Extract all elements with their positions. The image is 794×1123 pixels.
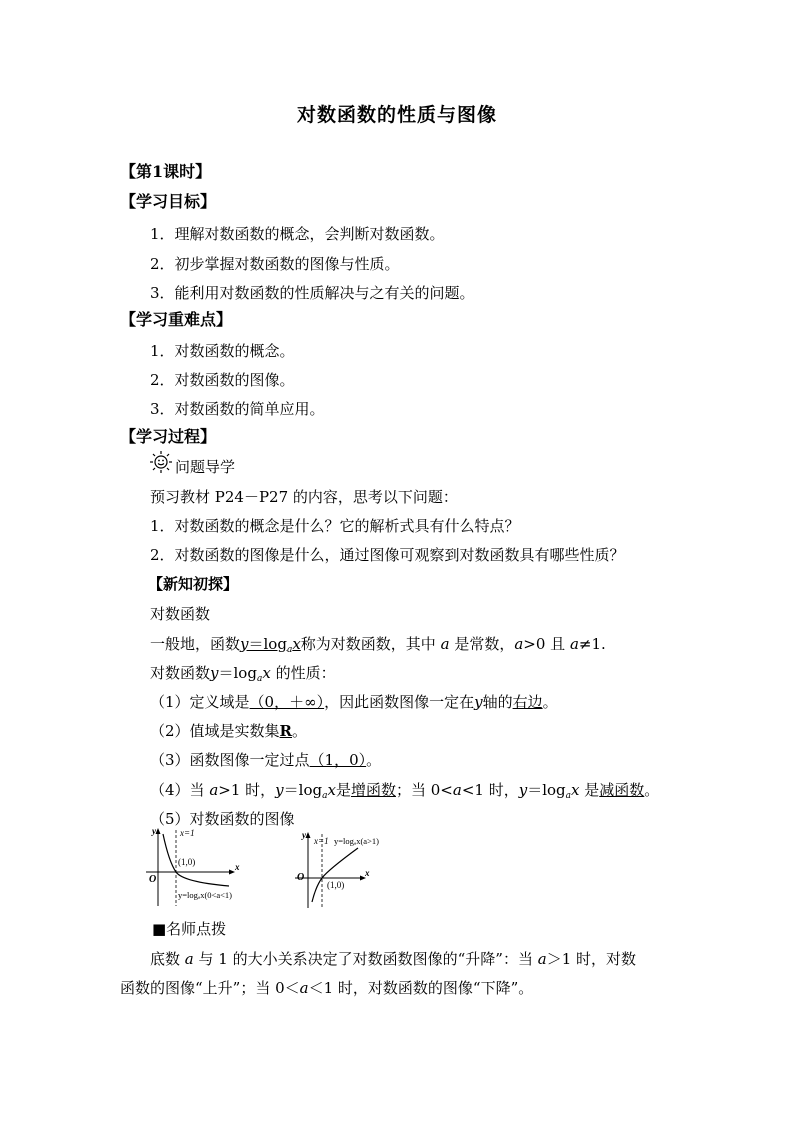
goal-item: 2．初步掌握对数函数的图像与性质。 <box>150 255 400 273</box>
page-title: 对数函数的性质与图像 <box>296 104 497 126</box>
point-label: (1,0) <box>178 857 196 867</box>
x-axis-label: x <box>235 862 240 872</box>
new-knowledge-heading: 【新知初探】 <box>148 575 239 593</box>
key-point-item: 1．对数函数的概念。 <box>150 342 295 360</box>
log-graph-increasing <box>292 830 412 910</box>
tip-line-1: 底数 a 与 1 的大小关系决定了对数函数图像的“升降”：当 a＞1 时，对数 <box>150 950 636 968</box>
section-subtitle: 对数函数 <box>150 605 211 623</box>
guide-label: 问题导学 <box>175 458 236 476</box>
tip-heading: ■名师点拨 <box>152 920 227 938</box>
y-axis-label: y <box>152 826 156 836</box>
x-axis-label: x <box>365 868 370 878</box>
goal-item: 1．理解对数函数的概念，会判断对数函数。 <box>150 225 445 243</box>
goals-heading: 【学习目标】 <box>120 192 217 211</box>
question-item: 2．对数函数的图像是什么，通过图像可观察到对数函数具有哪些性质？ <box>150 546 625 564</box>
question-item: 1．对数函数的概念是什么？它的解析式具有什么特点？ <box>150 517 520 535</box>
point-label: (1,0) <box>327 880 345 890</box>
property-item-1: （1）定义域是（0，＋∞），因此函数图像一定在y轴的右边。 <box>150 693 558 711</box>
curve-label: y=logₐx(0<a<1) <box>178 890 233 900</box>
curve-label: y=logₐx(a>1) <box>334 836 379 846</box>
log-graph-decreasing <box>143 826 263 908</box>
property-item-4: （4）当 a>1 时，$y=\log_ax$是增函数；当 0<a<1 时，$y=\log_ax$ 是减函数。 <box>150 781 660 801</box>
properties-intro: 对数函数$y=\log_ax$ 的性质： <box>150 664 336 684</box>
goal-item: 3．能利用对数函数的性质解决与之有关的问题。 <box>150 284 475 302</box>
property-item-5: （5）对数函数的图像 <box>150 810 295 828</box>
key-points-heading: 【学习重难点】 <box>120 310 233 329</box>
y-axis-label: y <box>302 830 306 840</box>
definition-line: 一般地，函数$y=\log_ax$称为对数函数，其中 a 是常数，a>0 且 a≠1. <box>150 635 606 655</box>
property-item-3: （3）函数图像一定过点（1，0）。 <box>150 751 382 769</box>
process-heading: 【学习过程】 <box>120 427 217 446</box>
origin-label: O <box>297 872 305 883</box>
asymptote-label: x=1 <box>180 828 195 838</box>
asymptote-label: x=1 <box>314 836 329 846</box>
lesson-heading: 【第1课时】 <box>120 162 212 181</box>
preview-text: 预习教材 P24－P27 的内容，思考以下问题： <box>150 488 458 506</box>
origin-label: O <box>149 874 157 885</box>
property-item-2: （2）值域是实数集R。 <box>150 722 308 740</box>
tip-line-2: 函数的图像“上升”；当 0＜a＜1 时，对数函数的图像“下降”。 <box>120 979 534 997</box>
key-point-item: 2．对数函数的图像。 <box>150 371 295 389</box>
sun-icon <box>149 450 173 474</box>
key-point-item: 3．对数函数的简单应用。 <box>150 400 325 418</box>
